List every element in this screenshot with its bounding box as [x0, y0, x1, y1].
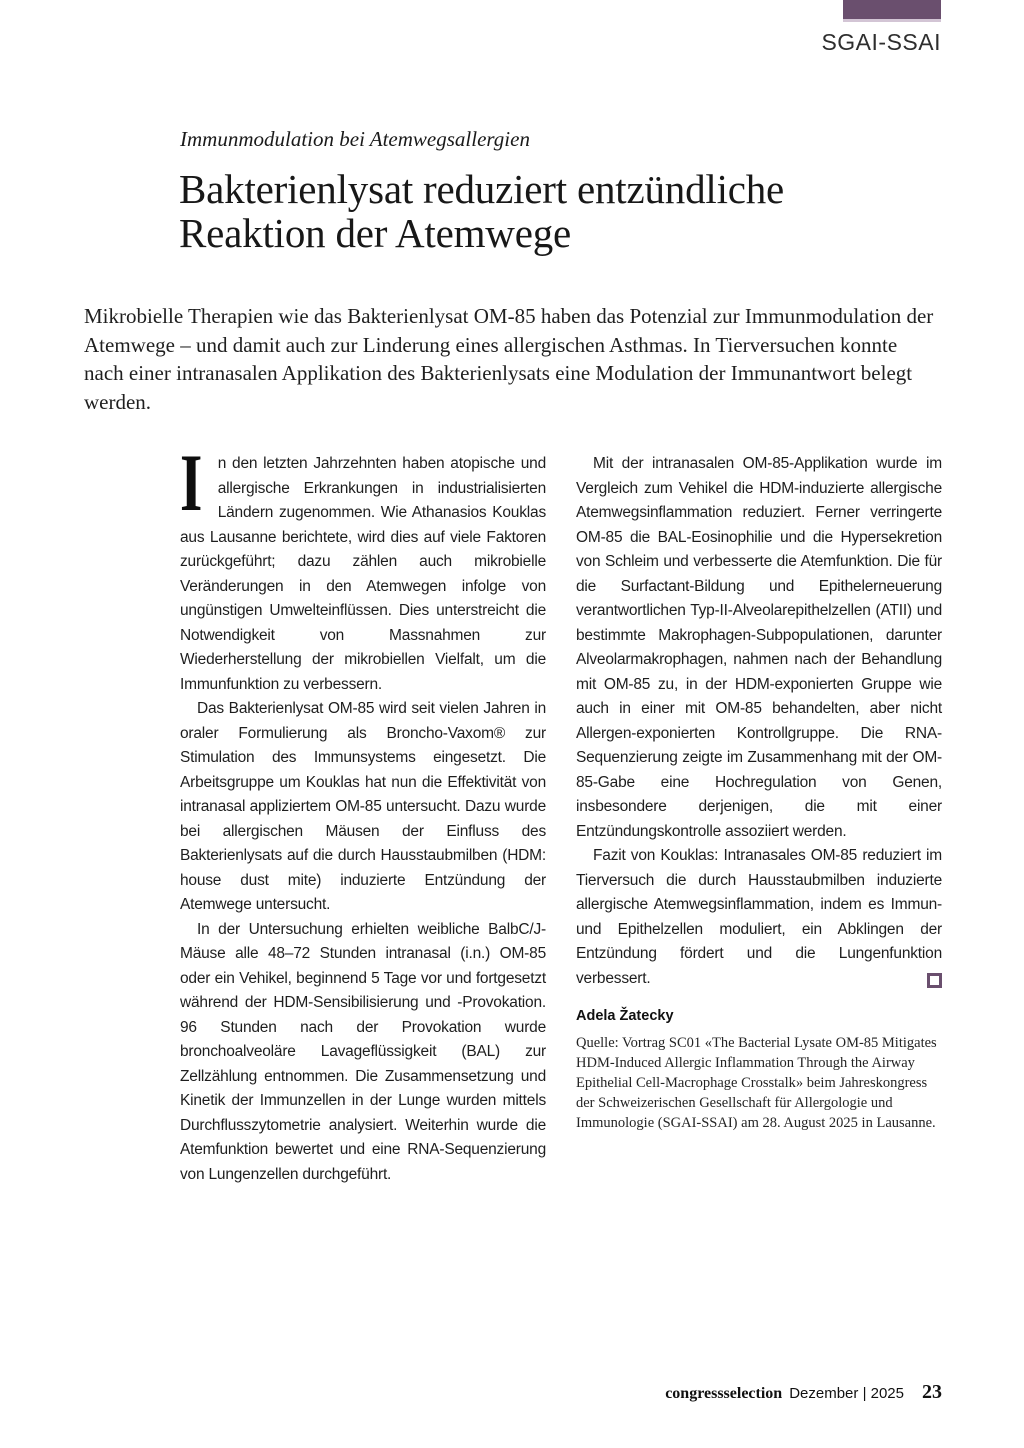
end-of-article-marker-icon [927, 973, 942, 988]
paragraph-text: n den letzten Jahrzehnten haben atopische und allergische Erkrankungen in industrialisierten Ländern zugenommen. Wie Athanasios Kouklas aus Lausanne berichtete, wird dies auf viele Faktoren zurückgeführt; dazu zählen auch mikrobielle Veränderungen in den Atemwegen infolge von ungünstigen Umwelteinflüssen. Dies unterstreicht die Notwendigkeit von Massnahmen zur Wiederherstellung der mikrobiellen Vielfalt, um die Immunfunktion zu verbessern. [180, 455, 546, 693]
magazine-brand: congressselection [665, 1385, 783, 1402]
article-lead: Mikrobielle Therapien wie das Bakterienlysat OM-85 haben das Potenzial zur Immunmodulation der Atemwege – und damit auch zur Linderung eines allergischen Asthmas. In Tierversuchen konnte nach einer intranasalen Applikation des Bakterienlysats eine Modulation der Immunantwort belegt werden. [84, 304, 934, 414]
article-title-line1: Bakterienlysat reduziert entzündliche [179, 166, 785, 212]
drop-cap-letter: I [180, 437, 203, 528]
article-title [179, 167, 784, 255]
paragraph-text: Fazit von Kouklas: Intranasales OM-85 reduziert im Tierversuch die durch Hausstaubmilben induzierte allergische Atemwegsinflammation, indem es Immun- und Epithelzellen moduliert, ein Abklingen der Entzündung fördert und die Lungenfunktion verbessert. [576, 847, 942, 987]
header-accent-bar [843, 0, 941, 22]
page-number: 23 [922, 1381, 942, 1403]
article-title-line2: Reaktion der Atemwege [179, 210, 572, 256]
issue-date: Dezember | 2025 [789, 1385, 904, 1402]
source-note: Quelle: Vortrag SC01 «The Bacterial Lysate OM-85 Mitigates HDM-Induced Allergic Inflammation Through the Airway Epithelial Cell-Macrophage Crosstalk» beim Jahreskongress der Schweizerischen Gesellschaft für Allergologie und Immunologie (SGAI-SSAI) am 28. August 2025 in Lausanne. [576, 1035, 937, 1131]
section-label: SGAI-SSAI [821, 29, 941, 55]
paragraph: Das Bakterienlysat OM-85 wird seit vielen Jahren in oraler Formulierung als Broncho-Vaxom® zur Stimulation des Immunsystems eingesetzt. Die Arbeitsgruppe um Kouklas hat nun die Effektivität von intranasal appliziertem OM-85 untersucht. Dazu wurde bei allergischen Mäusen der Einfluss des Bakterienlysats auf die durch Hausstaubmilben (HDM: house dust mite) induzierte Entzündung der Atemwege untersucht. [180, 700, 546, 913]
paragraph-final [576, 844, 942, 991]
right-column [576, 452, 942, 1187]
left-column [180, 437, 546, 1187]
paragraph: In der Untersuchung erhielten weibliche BalbC/J-Mäuse alle 48–72 Stunden intranasal (i.n.) OM-85 oder ein Vehikel, beginnend 5 Tage vor und fortgesetzt während der HDM-Sensibilisierung und -Provokation. 96 Stunden nach der Provokation wurde bronchoalveoläre Lavageflüssigkeit (BAL) zur Zellzählung entnommen. Die Zusammensetzung und Kinetik der Immunzellen in der Lunge wurden mittels Durchflusszytometrie analysiert. Weiterhin wurde die Atemfunktion bewertet und eine RNA-Sequenzierung von Lungenzellen durchgeführt. [180, 920, 546, 1183]
article-kicker: Immunmodulation bei Atemwegsallergien [180, 127, 530, 151]
page-footer [665, 1381, 942, 1404]
paragraph-dropcap [180, 437, 546, 697]
article-body [180, 437, 942, 1187]
paragraph: Mit der intranasalen OM-85-Applikation wurde im Vergleich zum Vehikel die HDM-induzierte allergische Atemwegsinflammation reduziert. Ferner verringerte OM-85 die BAL-Eosinophilie und die Hypersekretion von Schleim und verbesserte die Atemfunktion. Die für die Surfactant-Bildung und Epithelerneuerung verantwortlichen Typ-II-Alveolarepithelzellen (ATII) und bestimmte Makrophagen-Subpopulationen, darunter Alveolarmakrophagen, nahmen nach der Behandlung mit OM-85 zu, in der HDM-exponierten Gruppe wie auch in einer mit OM-85 behandelten, aber nicht Allergen-exponierten Kontrollgruppe. Die RNA-Sequenzierung zeigte im Zusammenhang mit der OM-85-Gabe eine Hochregulation von Genen, insbesondere derjenigen, die mit einer Entzündungskontrolle assoziiert werden. [576, 455, 942, 840]
author-name: Adela Žatecky [576, 1008, 674, 1024]
